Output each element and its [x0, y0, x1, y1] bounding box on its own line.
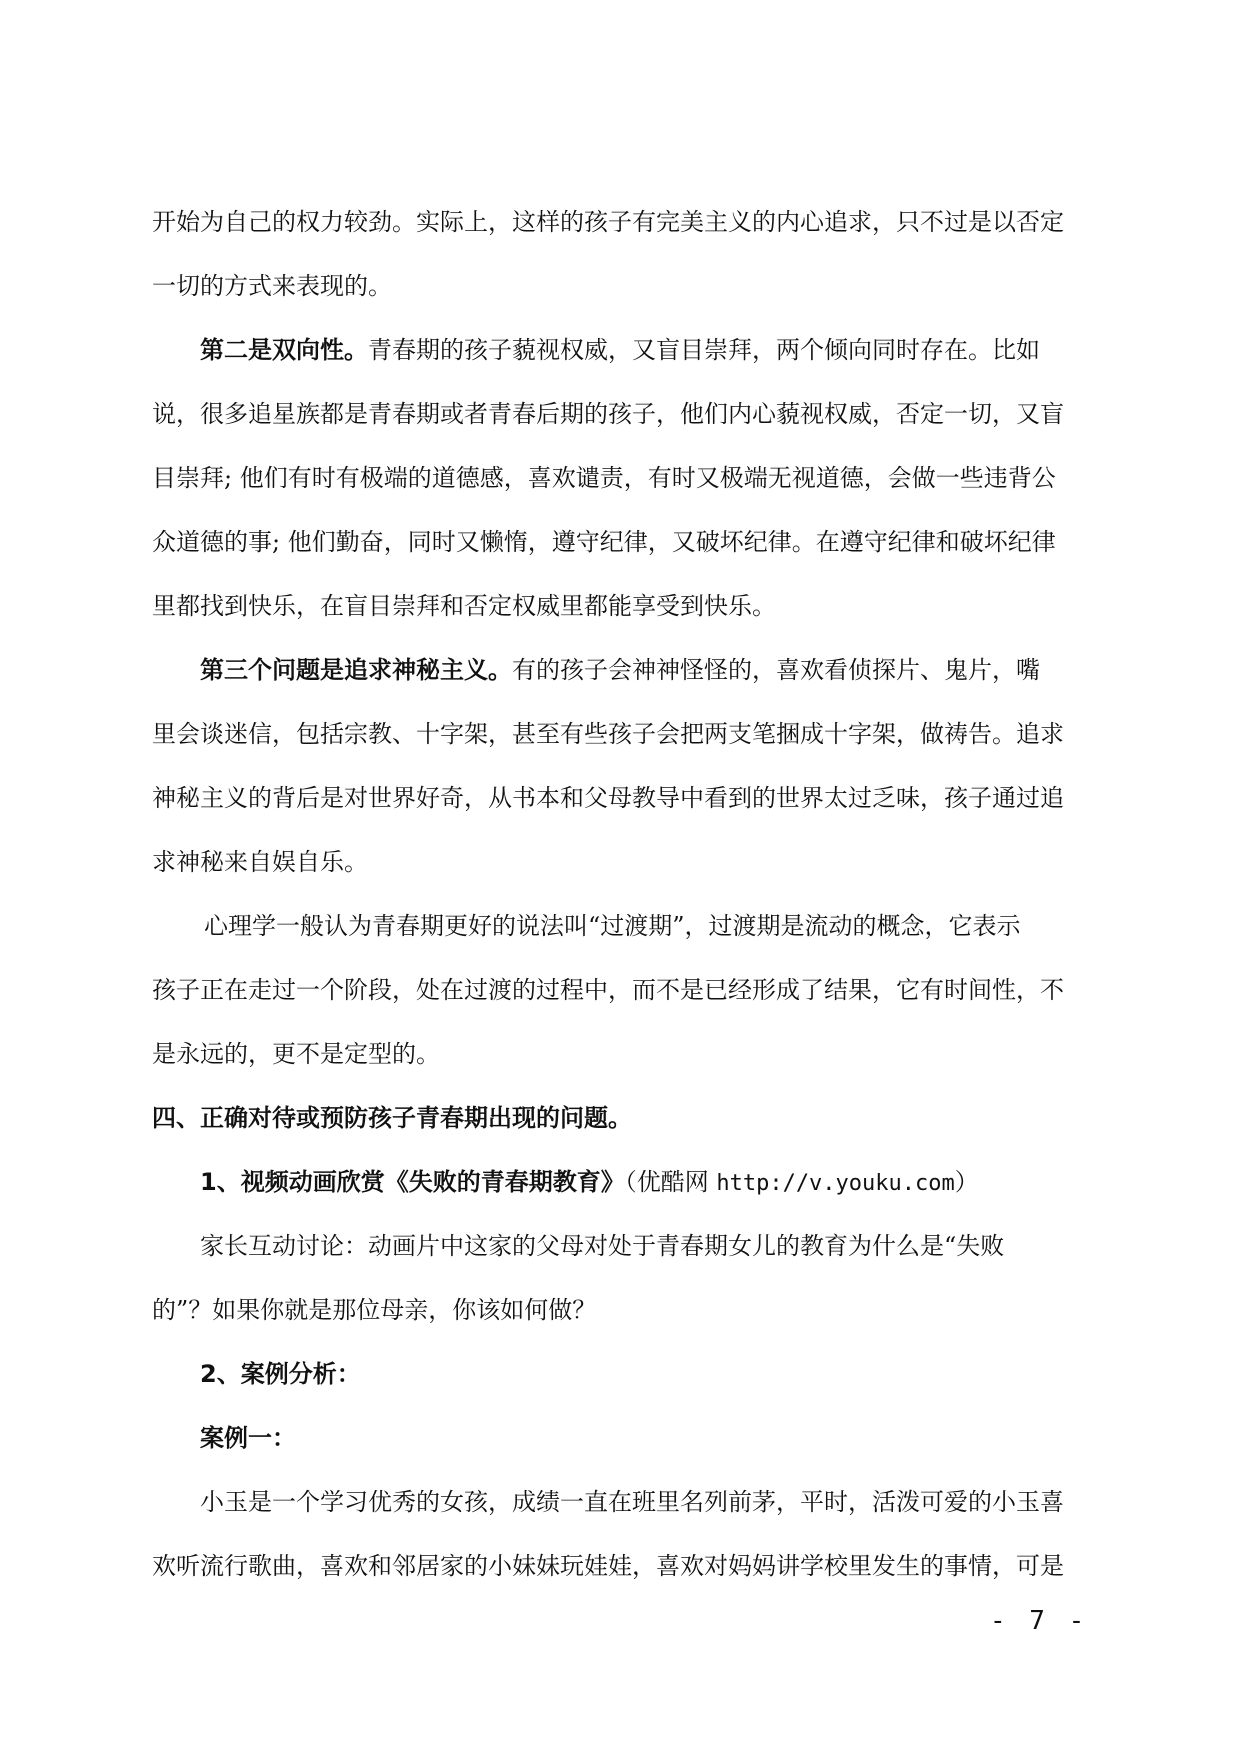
paragraph-line: 的”？如果你就是那位母亲，你该如何做？	[152, 1296, 597, 1324]
paragraph-line: 目崇拜; 他们有时有极端的道德感，喜欢谴责，有时又极端无视道德，会做一些违背公	[152, 464, 1056, 492]
paragraph-text: 有的孩子会神神怪怪的，喜欢看侦探片、鬼片，嘴	[512, 656, 1040, 684]
video-item	[200, 1158, 1140, 1208]
page-number: - 7 -	[990, 1606, 1089, 1636]
paragraph-line: 里都找到快乐，在盲目崇拜和否定权威里都能享受到快乐。	[152, 592, 776, 620]
paragraph-line: 里会谈迷信，包括宗教、十字架，甚至有些孩子会把两支笔捆成十字架，做祷告。追求	[152, 720, 1064, 748]
paragraph-line	[200, 646, 1140, 694]
paragraph-line: 求神秘来自娱自乐。	[152, 848, 368, 876]
paragraph-line: 家长互动讨论：动画片中这家的父母对处于青春期女儿的教育为什么是“失败	[200, 1232, 1005, 1260]
video-source-url: http://v.youku.com	[716, 1171, 955, 1196]
paragraph-line: 开始为自己的权力较劲。实际上，这样的孩子有完美主义的内心追求，只不过是以否定	[152, 208, 1064, 236]
video-item-title: 1、视频动画欣赏《失败的青春期教育》	[200, 1168, 625, 1196]
video-source-suffix: ）	[954, 1168, 979, 1196]
case-analysis-title: 2、案例分析：	[200, 1360, 361, 1388]
paragraph-line: 孩子正在走过一个阶段，处在过渡的过程中，而不是已经形成了结果，它有时间性，不	[152, 976, 1064, 1004]
paragraph-line: 心理学一般认为青春期更好的说法叫“过渡期”，过渡期是流动的概念，它表示	[204, 912, 1021, 940]
paragraph-line: 是永远的，更不是定型的。	[152, 1040, 440, 1068]
video-source-prefix: （优酷网	[624, 1168, 717, 1196]
section-heading: 第二是双向性。	[200, 336, 368, 364]
paragraph-text: 青春期的孩子藐视权威，又盲目崇拜，两个倾向同时存在。比如	[368, 336, 1040, 364]
section-title: 四、正确对待或预防孩子青春期出现的问题。	[152, 1104, 632, 1132]
section-heading: 第三个问题是追求神秘主义。	[200, 656, 512, 684]
paragraph-line: 说，很多追星族都是青春期或者青春后期的孩子，他们内心藐视权威，否定一切，又盲	[152, 400, 1064, 428]
paragraph-line: 欢听流行歌曲，喜欢和邻居家的小妹妹玩娃娃，喜欢对妈妈讲学校里发生的事情，可是	[152, 1552, 1064, 1580]
paragraph-line	[200, 326, 1140, 374]
paragraph-line: 小玉是一个学习优秀的女孩，成绩一直在班里名列前茅，平时，活泼可爱的小玉喜	[200, 1488, 1064, 1516]
case-title: 案例一：	[200, 1424, 296, 1452]
paragraph-line: 众道德的事; 他们勤奋，同时又懒惰，遵守纪律，又破坏纪律。在遵守纪律和破坏纪律	[152, 528, 1056, 556]
paragraph-line: 神秘主义的背后是对世界好奇，从书本和父母教导中看到的世界太过乏味，孩子通过追	[152, 784, 1064, 812]
paragraph-line: 一切的方式来表现的。	[152, 272, 392, 300]
